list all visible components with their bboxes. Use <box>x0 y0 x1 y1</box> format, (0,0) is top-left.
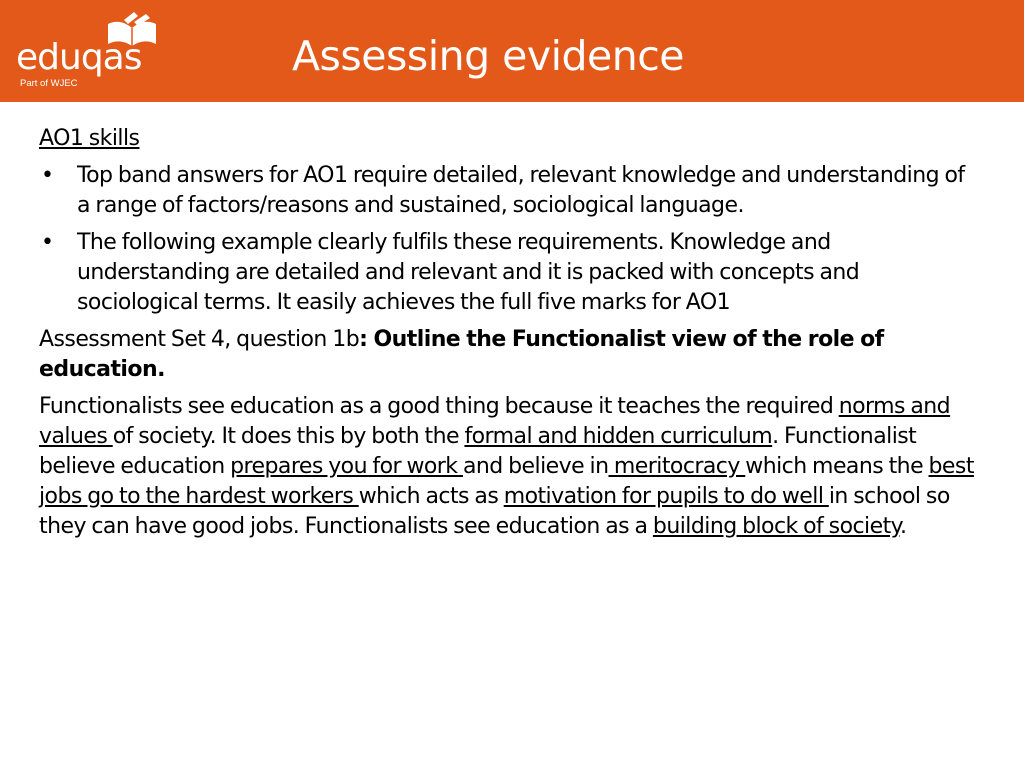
answer-segment: in school so they can have good jobs. Functionalists see education as a <box>39 484 950 539</box>
bullet-item <box>39 161 974 221</box>
bullet-icon: • <box>41 163 54 188</box>
answer-segment: and believe in <box>462 454 609 479</box>
bullet-text: Top band answers for AO1 require detailed, relevant knowledge and understanding of a range of factors/reasons and sustained, sociological language. <box>77 163 965 218</box>
answer-term: prepares you for work <box>230 454 463 479</box>
bullet-icon: • <box>41 230 54 255</box>
bullet-text: The following example clearly fulfils these requirements. Knowledge and understanding are detailed and relevant and it is packed with concepts and sociological terms. It easily achieves the full five marks for AO1 <box>77 230 860 315</box>
answer-segment: . <box>900 514 907 539</box>
section-heading <box>39 124 974 154</box>
answer-term: norms and values <box>39 394 951 449</box>
answer-segment: of society. It does this by both the <box>112 424 465 449</box>
bullet-list <box>39 161 974 318</box>
question-prefix: Assessment Set 4, question 1b <box>39 327 360 352</box>
logo-wordmark: eduqas <box>16 37 142 78</box>
answer-term: motivation for pupils to do well <box>503 484 829 509</box>
logo-subtitle: Part of WJEC <box>20 78 78 89</box>
question-paragraph <box>39 325 974 385</box>
answer-segment: which acts as <box>358 484 504 509</box>
answer-term: formal and hidden curriculum <box>464 424 773 449</box>
answer-segment: . Functionalist believe education <box>39 424 917 479</box>
answer-segment: Functionalists see education as a good thing because it teaches the required <box>39 394 839 419</box>
slide-body <box>39 124 974 549</box>
slide-title: Assessing evidence <box>292 32 685 80</box>
answer-term: building block of society <box>652 514 901 539</box>
answer-term: best jobs go to the hardest workers <box>39 454 974 509</box>
eduqas-logo <box>16 10 166 94</box>
slide-header <box>0 0 1024 102</box>
answer-paragraph <box>39 392 974 542</box>
question-text: : Outline the Functionalist view of the role of education. <box>39 327 884 382</box>
ao1-heading: AO1 skills <box>39 126 140 151</box>
answer-segment: which means the <box>745 454 929 479</box>
answer-term: meritocracy <box>608 454 746 479</box>
bullet-item <box>39 228 974 318</box>
